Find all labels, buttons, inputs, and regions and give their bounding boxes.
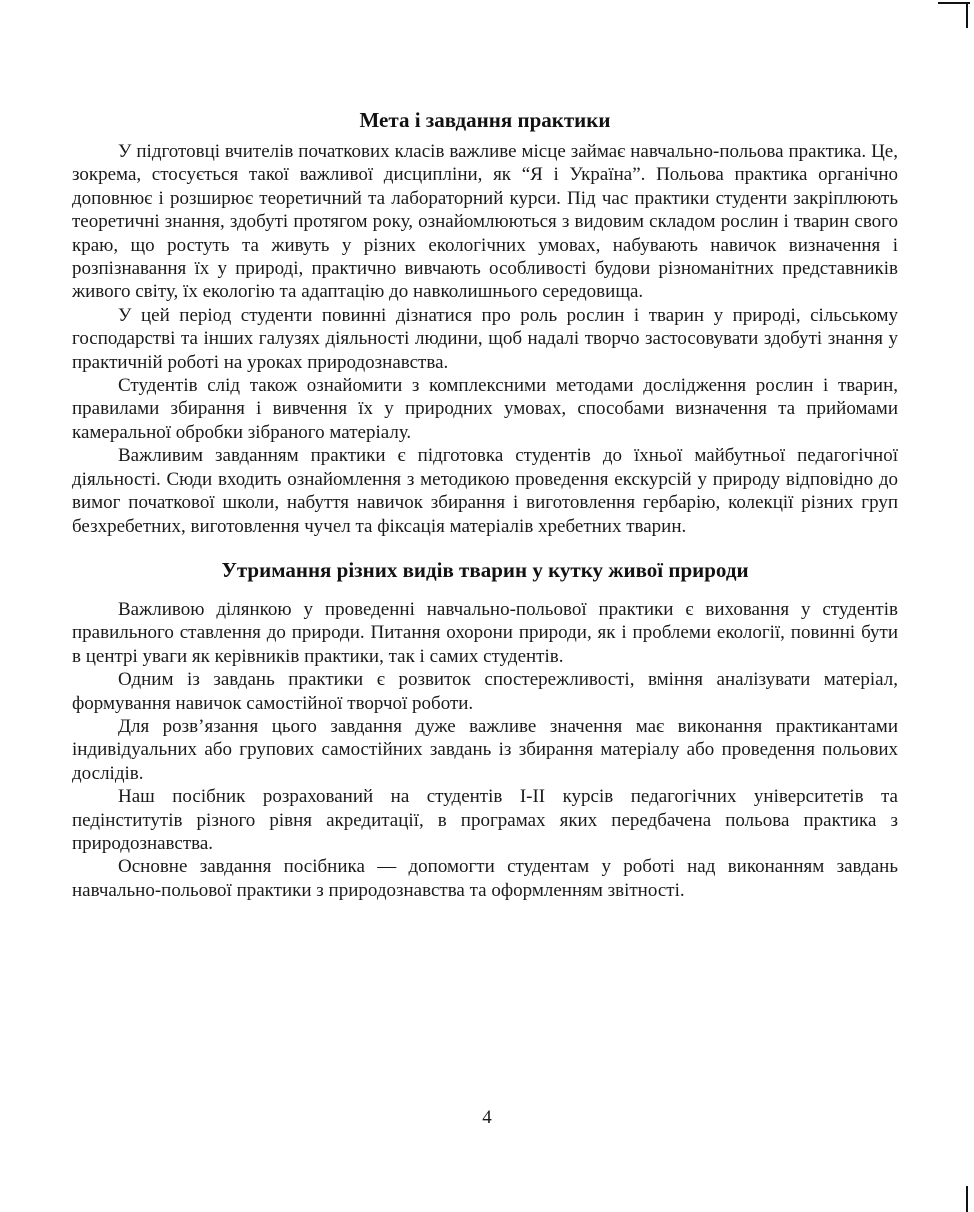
crop-mark-bottom-vertical xyxy=(966,1186,968,1212)
section-goals xyxy=(72,106,898,538)
paragraph: Важливою ділянкою у проведенні навчально-польової практики є виховання у студентів правильного ставлення до природи. Питання охорони природи, як і проблеми екології, повинні бути в центрі уваги як керівників практики, так і самих студентів. xyxy=(72,598,898,667)
page-content xyxy=(72,106,898,902)
page-number: 4 xyxy=(482,1107,492,1128)
section-animals-keeping xyxy=(72,556,898,902)
section-title-animals: Утримання різних видів тварин у кутку живої природи xyxy=(221,557,749,582)
paragraph: Основне завдання посібника — допомогти студентам у роботі над виконанням завдань навчально-польової практики з природознавства та оформленням звітності. xyxy=(72,856,898,901)
paragraph: Одним із завдань практики є розвиток спостережливості, вміння аналізувати матеріал, формування навичок самостійної творчої роботи. xyxy=(72,669,898,714)
paragraph: Студентів слід також ознайомити з комплексними методами дослідження рослин і тварин, правилами збирання і вивчення їх у природних умовах, способами визначення та прийомами камеральної обробки зібраного матеріалу. xyxy=(72,375,898,443)
paragraph: У цей період студенти повинні дізнатися про роль рослин і тварин у природі, сільському господарстві та інших галузях діяльності людини, щоб надалі творчо застосовувати здобуті знання у практичній роботі на уроках природознавства. xyxy=(72,304,898,373)
crop-mark-top-vertical xyxy=(966,2,968,28)
paragraph: Для розв’язання цього завдання дуже важливе значення має виконання практикантами індивідуальних або групових самостійних завдань із збирання матеріалу або проведення польових дослідів. xyxy=(72,715,898,784)
paragraph: Важливим завданням практики є підготовка студентів до їхньої майбутньої педагогічної діяльності. Сюди входить ознайомлення з методикою проведення екскурсій у природу відповідно до вимог початкової школи, набуття навичок збирання і виготовлення гербарію, колекції різних груп безхребетних, виготовлення чучел та фіксація матеріалів хребетних тварин. xyxy=(72,445,898,537)
paragraph: У підготовці вчителів початкових класів важливе місце займає навчально-польова практика. Це, зокрема, стосується такої важливої дисципліни, як “Я і Україна”. Польова практика органічно доповнює і розширює теоретичний та лабораторний курси. Під час практики студенти закріплюють теоретичні знання, здобуті протягом року, ознайомлюються з видовим складом рослин і тварин свого краю, що ростуть та живуть у різних екологічних умовах, набувають навичок визначення і розпізнавання їх у природі, практично вивчають особливості будови різноманітних представників живого світу, їх екологію та адаптацію до навколишнього середовища. xyxy=(72,141,898,303)
paragraph: Наш посібник розрахований на студентів I-II курсів педагогічних університетів та педінститутів різного рівня акредитації, в програмах яких передбачена польова практика з природознавства. xyxy=(72,786,898,854)
section-title-goals: Мета і завдання практики xyxy=(359,108,611,132)
